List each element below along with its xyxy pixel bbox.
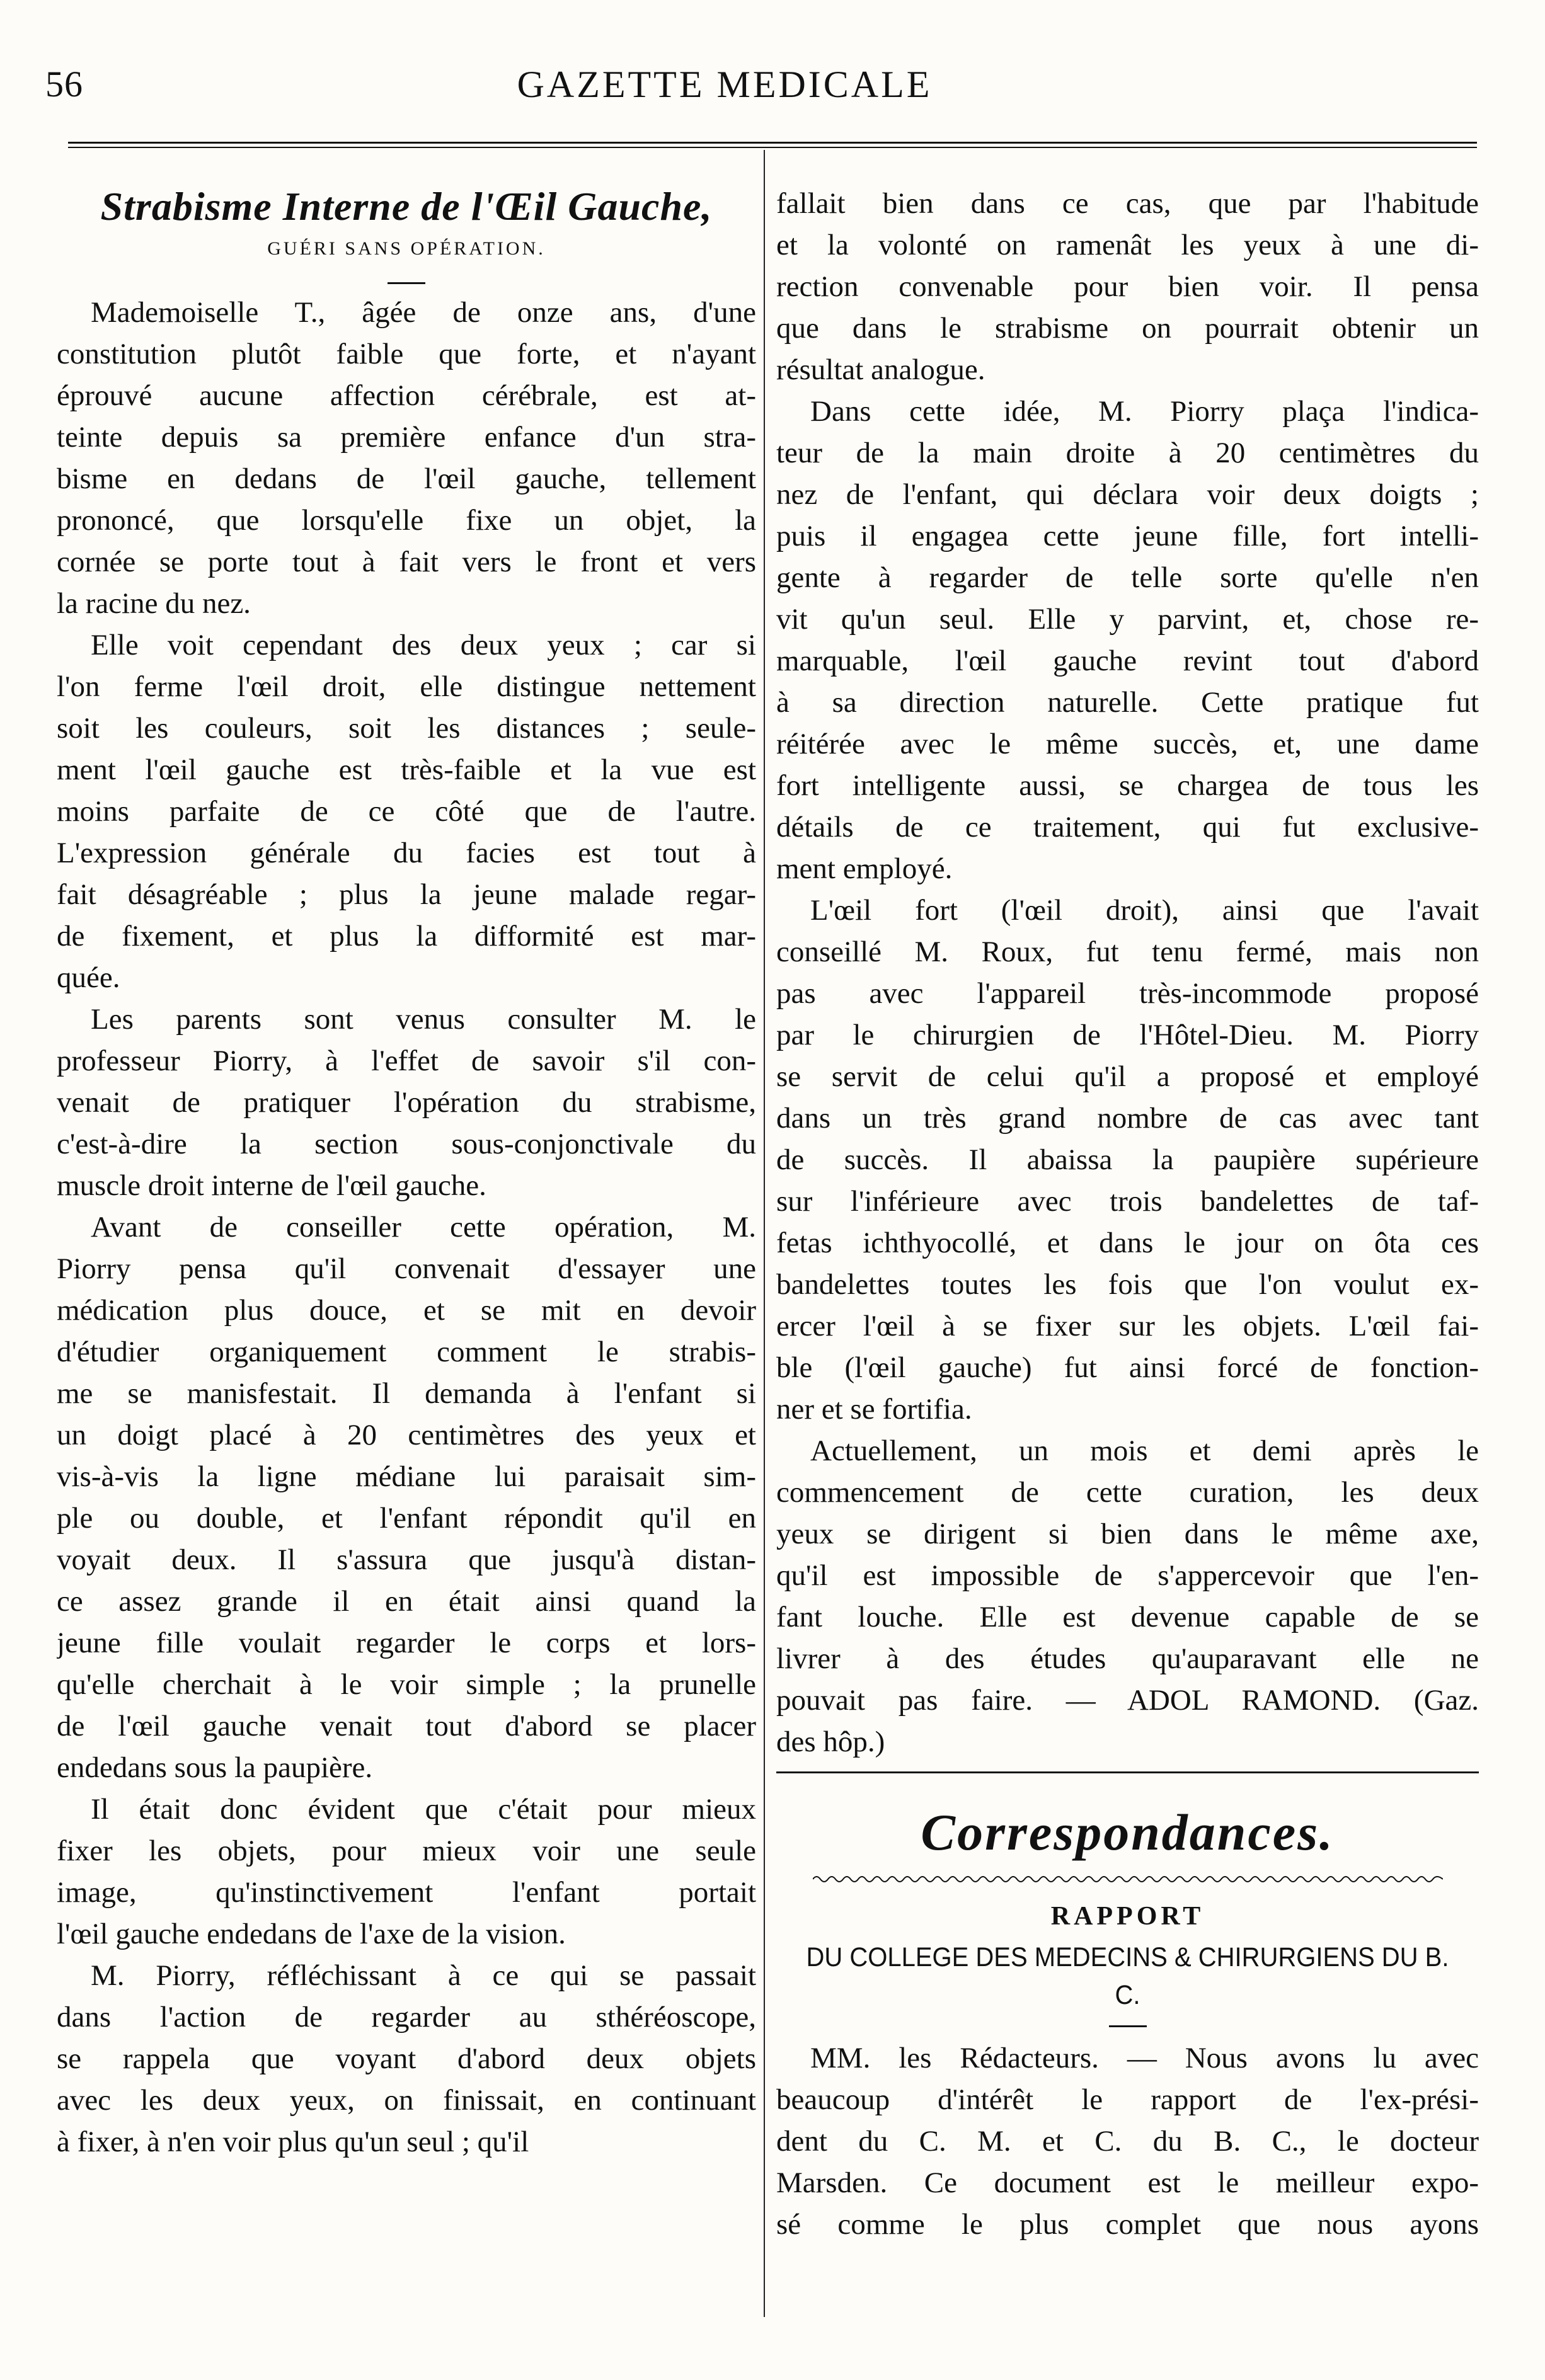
article-body-right xyxy=(776,183,1479,1763)
article-subtitle: GUÉRI SANS OPÉRATION. xyxy=(267,238,546,259)
text-line: la racine du nez. xyxy=(57,587,251,620)
text-line: image, qu'instinctivement l'enfant portait xyxy=(57,1876,756,1909)
paragraph xyxy=(776,183,1479,391)
text-line: venait de pratiquer l'opération du strabisme, xyxy=(57,1086,756,1119)
paragraph xyxy=(776,391,1479,890)
article-body-left xyxy=(57,292,756,2163)
right-column xyxy=(776,183,1479,2245)
text-line: un doigt placé à 20 centimètres des yeux et xyxy=(57,1419,756,1451)
text-line: médication plus douce, et se mit en devoir xyxy=(57,1294,756,1327)
header-rule xyxy=(68,142,1477,148)
text-line: ple ou double, et l'enfant répondit qu'il en xyxy=(57,1502,756,1535)
paragraph xyxy=(776,890,1479,1430)
text-line: ercer l'œil à se fixer sur les objets. L'œil fai- xyxy=(776,1310,1479,1342)
paragraph xyxy=(57,624,756,998)
text-line: bisme en dedans de l'œil gauche, tellement xyxy=(57,462,756,495)
text-line: de fixement, et plus la difformité est mar- xyxy=(57,920,756,953)
text-line: fallait bien dans ce cas, que par l'habitude xyxy=(776,187,1479,220)
text-line: d'étudier organiquement comment le strabis- xyxy=(57,1336,756,1368)
text-line: constitution plutôt faible que forte, et n'ayant xyxy=(57,338,756,370)
text-line: MM. les Rédacteurs. — Nous avons lu avec xyxy=(810,2042,1479,2074)
paragraph xyxy=(57,998,756,1206)
text-line: ble (l'œil gauche) fut ainsi forcé de fonction- xyxy=(776,1351,1479,1384)
text-line: dans un très grand nombre de cas avec tant xyxy=(776,1102,1479,1135)
text-line: ce assez grande il en était ainsi quand la xyxy=(57,1585,756,1618)
left-column xyxy=(57,183,756,2163)
text-line: fort intelligente aussi, se chargea de tous les xyxy=(776,769,1479,802)
wavy-rule xyxy=(813,1873,1443,1885)
text-line: dent du C. M. et C. du B. C., le docteur xyxy=(776,2125,1479,2158)
text-line: quée. xyxy=(57,961,120,994)
text-line: beaucoup d'intérêt le rapport de l'ex-prési- xyxy=(776,2083,1479,2116)
text-line: marquable, l'œil gauche revint tout d'abord xyxy=(776,644,1479,677)
text-line: à fixer, à n'en voir plus qu'un seul ; qu'il xyxy=(57,2125,529,2158)
text-line: nez de l'enfant, qui déclara voir deux doigts ; xyxy=(776,478,1479,511)
text-line: ner et se fortifia. xyxy=(776,1393,972,1426)
text-line: teur de la main droite à 20 centimètres du xyxy=(776,437,1479,469)
paragraph xyxy=(57,1788,756,1955)
text-line: Mademoiselle T., âgée de onze ans, d'une xyxy=(91,296,756,329)
title-separator xyxy=(388,282,425,284)
report-heading: RAPPORT xyxy=(1050,1902,1205,1931)
text-line: Avant de conseiller cette opération, M. xyxy=(91,1211,756,1244)
text-line: c'est-à-dire la section sous-conjonctivale du xyxy=(57,1128,756,1160)
text-line: pas avec l'appareil très-incommode proposé xyxy=(776,977,1479,1010)
column-divider xyxy=(764,150,765,2317)
text-line: l'œil gauche endedans de l'axe de la vision. xyxy=(57,1918,566,1950)
text-line: vit qu'un seul. Elle y parvint, et, chose re- xyxy=(776,603,1479,636)
text-line: et la volonté on ramenât les yeux à une di- xyxy=(776,229,1479,261)
paragraph xyxy=(57,1955,756,2163)
text-line: L'œil fort (l'œil droit), ainsi que l'avait xyxy=(810,894,1479,927)
text-line: dans l'action de regarder au sthéréoscope, xyxy=(57,2001,756,2034)
text-line: conseillé M. Roux, fut tenu fermé, mais non xyxy=(776,935,1479,968)
text-line: l'on ferme l'œil droit, elle distingue nettement xyxy=(57,670,756,703)
text-line: qu'il est impossible de s'appercevoir que l'en- xyxy=(776,1559,1479,1592)
text-line: Il était donc évident que c'était pour mieux xyxy=(91,1793,756,1826)
text-line: vis-à-vis la ligne médiane lui paraisait sim- xyxy=(57,1460,756,1493)
article-title: Strabisme Interne de l'Œil Gauche, xyxy=(100,184,713,229)
text-line: teinte depuis sa première enfance d'un stra- xyxy=(57,421,756,454)
text-line: par le chirurgien de l'Hôtel-Dieu. M. Piorry xyxy=(776,1019,1479,1051)
text-line: fixer les objets, pour mieux voir une seule xyxy=(57,1834,756,1867)
section-title: Correspondances. xyxy=(921,1804,1335,1861)
page-header xyxy=(0,57,1545,113)
text-line: détails de ce traitement, qui fut exclusive- xyxy=(776,811,1479,844)
text-line: jeune fille voulait regarder le corps et lors- xyxy=(57,1627,756,1659)
text-line: résultat analogue. xyxy=(776,353,985,386)
text-line: puis il engagea cette jeune fille, fort intelli- xyxy=(776,520,1479,552)
text-line: de succès. Il abaissa la paupière supérieure xyxy=(776,1143,1479,1176)
text-line: des hôp.) xyxy=(776,1725,885,1758)
paragraph xyxy=(57,1206,756,1788)
text-line: ment l'œil gauche est très-faible et la vue est xyxy=(57,753,756,786)
text-line: Actuellement, un mois et demi après le xyxy=(810,1434,1479,1467)
text-line: Elle voit cependant des deux yeux ; car si xyxy=(91,629,756,661)
text-line: gente à regarder de telle sorte qu'elle n'en xyxy=(776,561,1479,594)
text-line: Dans cette idée, M. Piorry plaça l'indica- xyxy=(810,395,1479,428)
text-line: sé comme le plus complet que nous ayons xyxy=(776,2208,1479,2241)
report-subheading: DU COLLEGE DES MEDECINS & CHIRURGIENS DU B. C. xyxy=(806,1942,1449,2010)
text-line: L'expression générale du facies est tout à xyxy=(57,837,756,869)
text-line: soit les couleurs, soit les distances ; seule- xyxy=(57,712,756,745)
text-line: réitérée avec le même succès, et, une dame xyxy=(776,728,1479,760)
text-line: rection convenable pour bien voir. Il pensa xyxy=(776,270,1479,303)
text-line: M. Piorry, réfléchissant à ce qui se passait xyxy=(91,1959,756,1992)
text-line: pouvait pas faire. — ADOL RAMOND. (Gaz. xyxy=(776,1684,1479,1717)
text-line: ment employé. xyxy=(776,852,953,885)
text-line: qu'elle cherchait à le voir simple ; la prunelle xyxy=(57,1668,756,1701)
report-separator xyxy=(1109,2025,1147,2027)
text-line: endedans sous la paupière. xyxy=(57,1751,373,1784)
text-line: commencement de cette curation, les deux xyxy=(776,1476,1479,1509)
section-separator xyxy=(776,1771,1479,1773)
text-line: livrer à des études qu'auparavant elle ne xyxy=(776,1642,1479,1675)
text-line: Marsden. Ce document est le meilleur expo- xyxy=(776,2166,1479,2199)
text-line: yeux se dirigent si bien dans le même axe, xyxy=(776,1518,1479,1550)
text-line: Piorry pensa qu'il convenait d'essayer une xyxy=(57,1252,756,1285)
text-line: avec les deux yeux, on finissait, en continuant xyxy=(57,2084,756,2117)
page-number: 56 xyxy=(45,64,83,105)
text-line: fetas ichthyocollé, et dans le jour on ôta ces xyxy=(776,1227,1479,1259)
paragraph xyxy=(776,1430,1479,1763)
text-line: éprouvé aucune affection cérébrale, est at- xyxy=(57,379,756,412)
text-line: Les parents sont venus consulter M. le xyxy=(91,1003,756,1036)
text-line: moins parfaite de ce côté que de l'autre. xyxy=(57,795,756,828)
text-line: de l'œil gauche venait tout d'abord se placer xyxy=(57,1710,756,1742)
paragraph xyxy=(57,292,756,624)
text-line: que dans le strabisme on pourrait obtenir un xyxy=(776,312,1479,345)
text-line: me se manisfestait. Il demanda à l'enfant si xyxy=(57,1377,756,1410)
text-line: fait désagréable ; plus la jeune malade regar- xyxy=(57,878,756,911)
text-line: professeur Piorry, à l'effet de savoir s'il con- xyxy=(57,1044,756,1077)
text-line: prononcé, que lorsqu'elle fixe un objet, la xyxy=(57,504,756,537)
text-line: sur l'inférieure avec trois bandelettes de taf- xyxy=(776,1185,1479,1218)
running-title: GAZETTE MEDICALE xyxy=(517,64,933,105)
text-line: muscle droit interne de l'œil gauche. xyxy=(57,1169,486,1202)
text-line: se rappela que voyant d'abord deux objets xyxy=(57,2042,756,2075)
text-line: cornée se porte tout à fait vers le front et vers xyxy=(57,546,756,578)
text-line: bandelettes toutes les fois que l'on voulut ex- xyxy=(776,1268,1479,1301)
text-line: à sa direction naturelle. Cette pratique fut xyxy=(776,686,1479,719)
letter-body xyxy=(776,2037,1479,2245)
text-line: se servit de celui qu'il a proposé et employé xyxy=(776,1060,1479,1093)
text-line: voyait deux. Il s'assura que jusqu'à distan- xyxy=(57,1543,756,1576)
text-line: fant louche. Elle est devenue capable de se xyxy=(776,1601,1479,1633)
